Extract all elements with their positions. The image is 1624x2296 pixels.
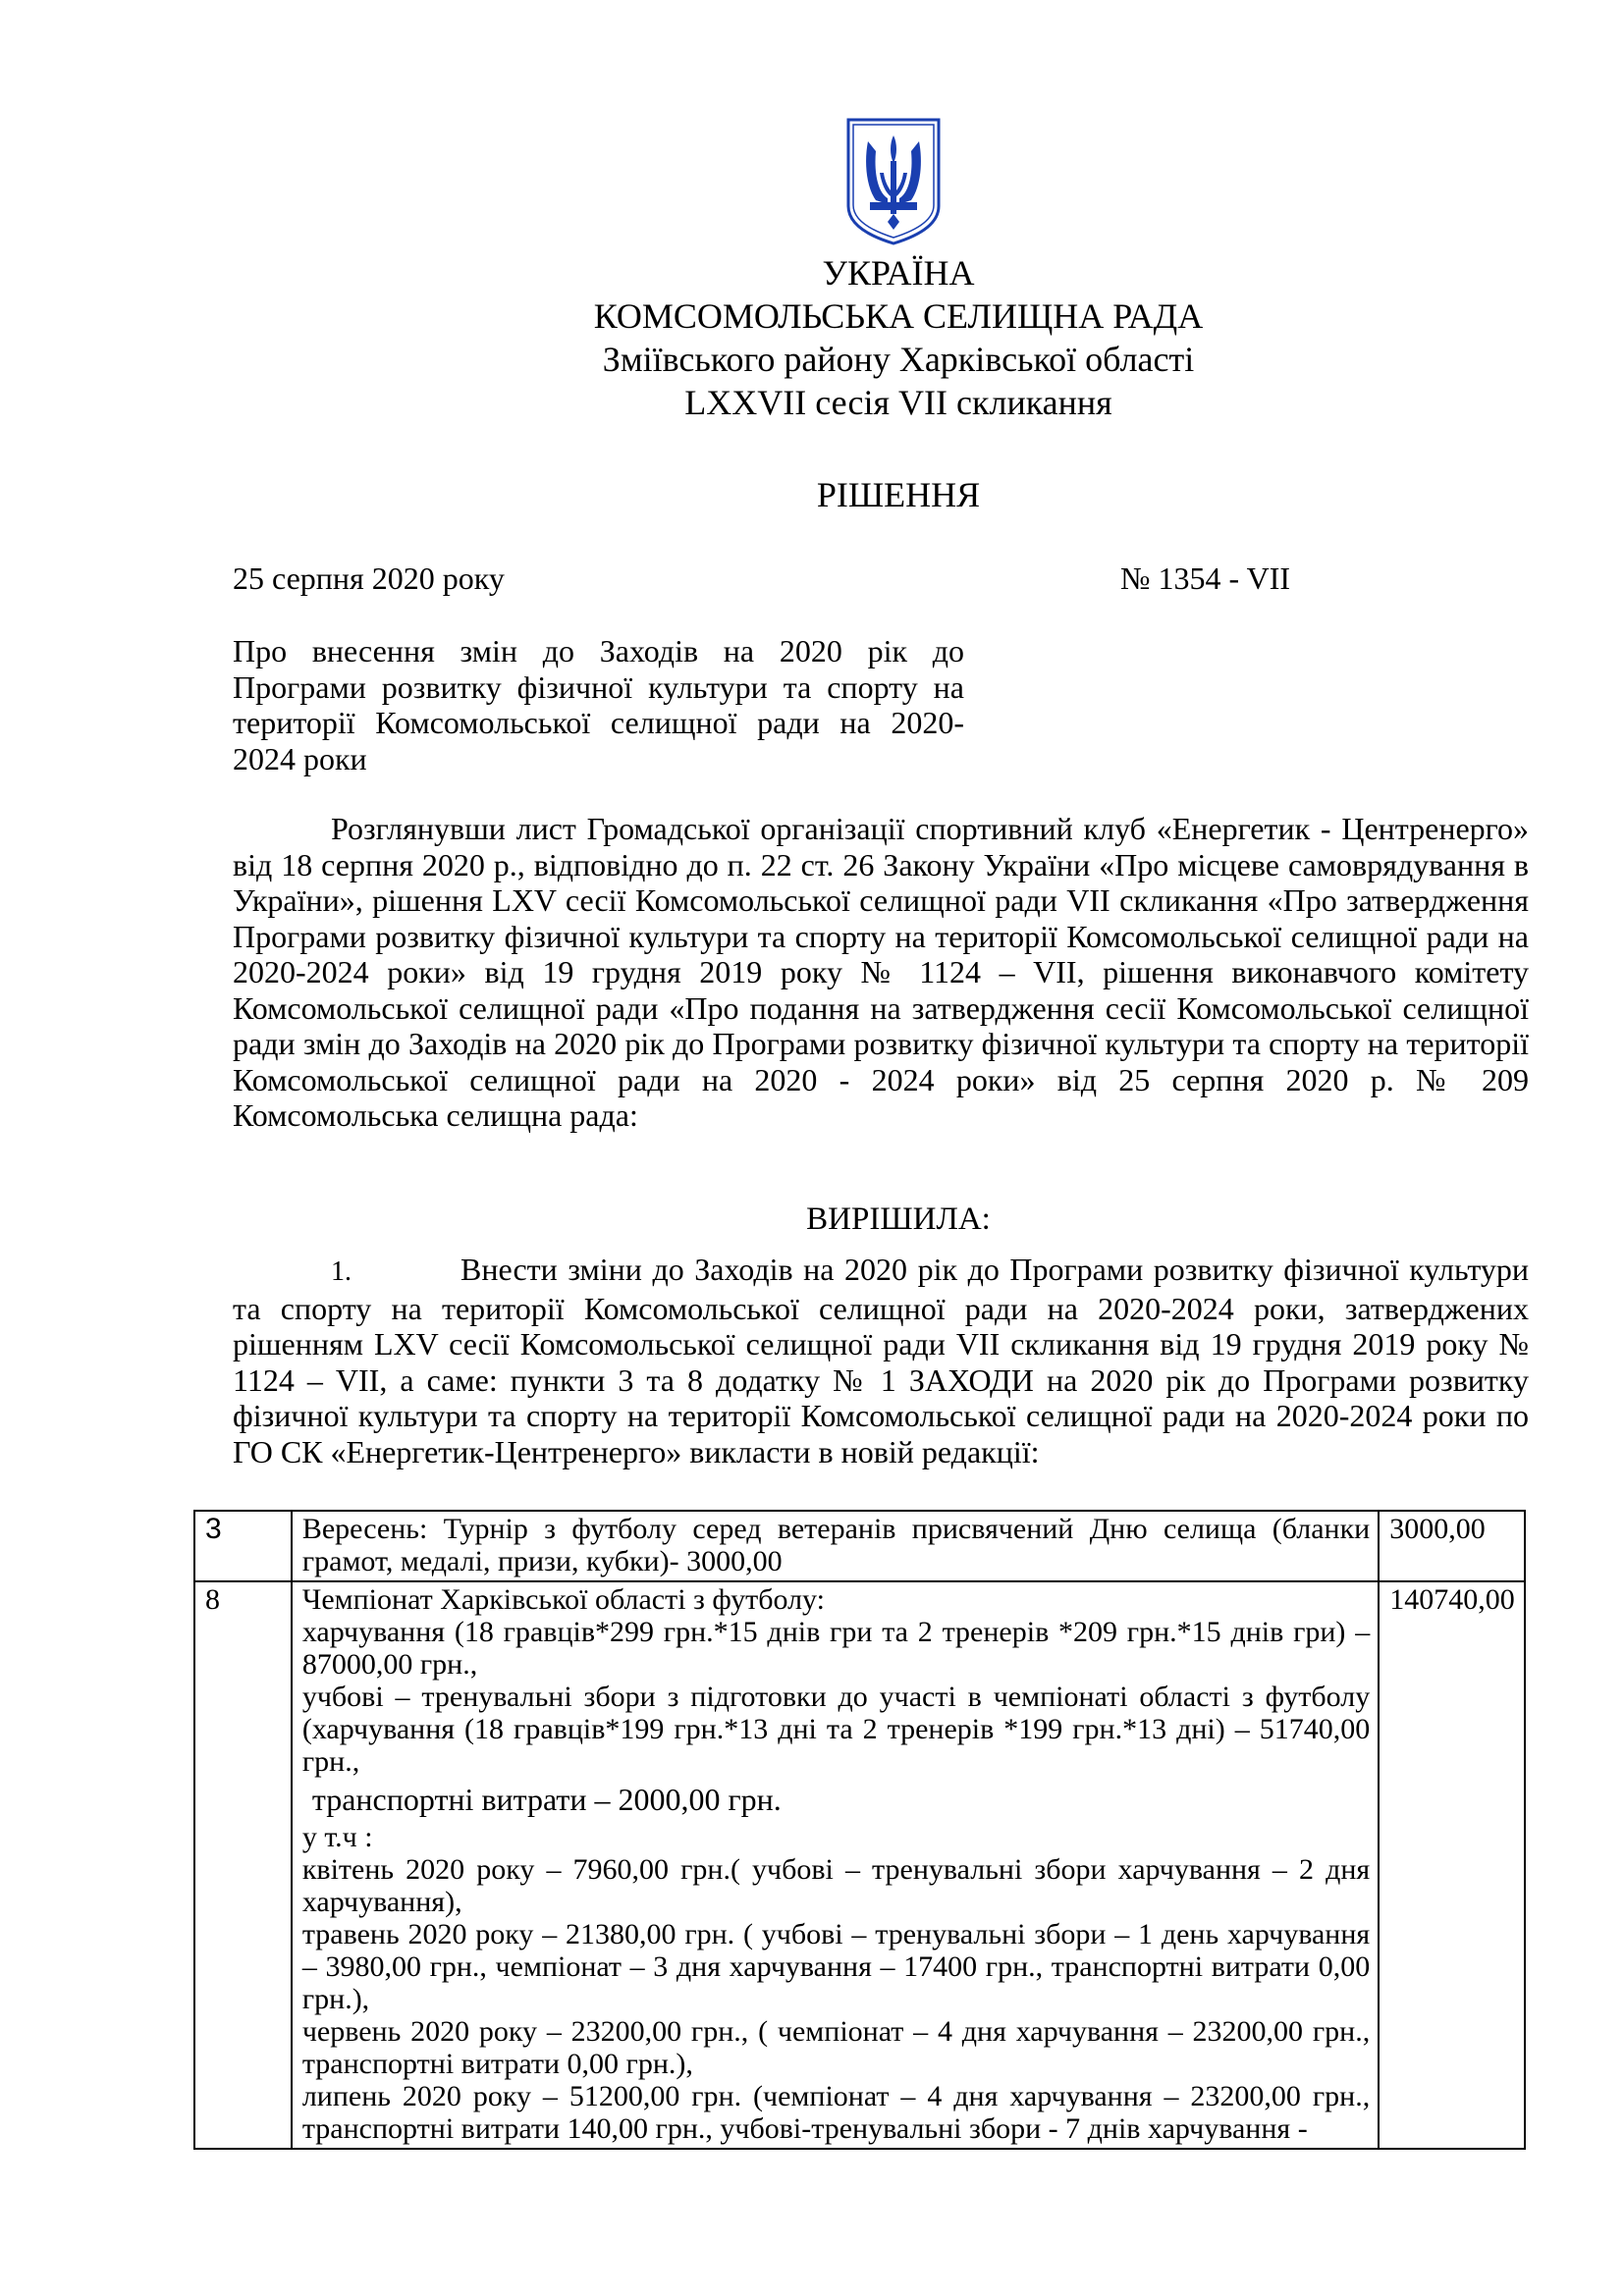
trident-coat-of-arms-icon (844, 116, 943, 247)
table-row (194, 1581, 1525, 2149)
row-8-line: червень 2020 року – 23200,00 грн., ( чемпіонат – 4 дня харчування – 23200,00 грн., транспортні витрати 0,00 грн.), (301, 2015, 1371, 2080)
decision-number: № 1354 - VII (1120, 561, 1291, 596)
row-8-line: Чемпіонат Харківської області з футболу: (301, 1583, 825, 1616)
measures-table (193, 1510, 1526, 2150)
row-8-line: у т.ч : (301, 1821, 373, 1853)
row-sum-cell: 3000,00 (1379, 1511, 1525, 1581)
decision-subject: Про внесення змін до Заходів на 2020 рік до Програми розвитку фізичної культури та спорту на території Комсомольської селищної ради на 2020-2024 роки (233, 633, 964, 776)
resolved-heading: ВИРІШИЛА: (806, 1201, 991, 1237)
item-1-paragraph (233, 1252, 1529, 1469)
row-description-cell: Вересень: Турнір з футболу серед ветеранів присвячений Дню селища (бланки грамот, медалі, призи, кубки)- 3000,00 (292, 1511, 1379, 1581)
session-heading: LXXVII сесія VII скликання (684, 383, 1112, 422)
row-8-line: учбові – тренувальні збори з підготовки до участі в чемпіонаті області з футболу (харчування (18 гравців*199 грн.*13 дні та 2 тренерів *199 грн.*13 дні) – 51740,00 грн., (301, 1681, 1371, 1778)
item-1-text: Внести зміни до Заходів на 2020 рік до Програми розвитку фізичної культури та спорту на території Комсомольської селищної ради на 2020-2024 роки, затверджених рішенням LXV сесії Комсомольської селищної ради VII скликання від 19 грудня 2019 року № 1124 – VII, а саме: пункти 3 та 8 додатку № 1 ЗАХОДИ на 2020 рік до Програми розвитку фізичної культури та спорту на території Комсомольської селищної ради на 2020-2024 роки по ГО СК «Енергетик-Центренерго» викласти в новій редакції: (233, 1252, 1529, 1469)
row-description-cell (292, 1581, 1379, 2149)
country-heading: УКРАЇНА (822, 253, 975, 293)
row-8-line: квітень 2020 року – 7960,00 грн.( учбові – тренувальні збори харчування – 2 дня харчування), (301, 1853, 1371, 1918)
district-heading: Зміївського району Харківської області (602, 340, 1195, 379)
row-sum-cell: 140740,00 (1379, 1581, 1525, 2149)
council-heading: КОМСОМОЛЬСЬКА СЕЛИЩНА РАДА (593, 296, 1204, 336)
row-8-line: травень 2020 року – 21380,00 грн. ( учбові – тренувальні збори – 1 день харчування – 3980,00 грн., чемпіонат – 3 дня харчування – 17400 грн., транспортні витрати 0,00 грн.), (301, 1918, 1371, 2015)
decision-date: 25 серпня 2020 року (233, 561, 505, 596)
row-number-cell: 3 (194, 1511, 292, 1581)
row-number-cell: 8 (194, 1581, 292, 2149)
document-type-title: РІШЕННЯ (816, 475, 981, 514)
preamble-paragraph: Розглянувши лист Громадської організації спортивний клуб «Енергетик - Центренерго» від 18 серпня 2020 р., відповідно до п. 22 ст. 26 Закону України «Про місцеве самоврядування в України», рішення LXV сесії Комсомольської селищної ради VII скликання «Про затвердження Програми розвитку фізичної культури та спорту на території Комсомольської селищної ради на 2020-2024 роки» від 19 грудня 2019 року № 1124 – VII, рішення виконавчого комітету Комсомольської селищної ради «Про подання на затвердження сесії Комсомольської селищної ради змін до Заходів на 2020 рік до Програми розвитку фізичної культури та спорту на території Комсомольської селищної ради на 2020 - 2024 роки» від 25 серпня 2020 р. № 209 Комсомольська селищна рада: (233, 811, 1529, 1133)
row-8-line: харчування (18 гравців*299 грн.*15 днів гри та 2 тренерів *209 грн.*15 днів гри) – 87000,00 грн., (301, 1616, 1371, 1681)
row-8-line: липень 2020 року – 51200,00 грн. (чемпіонат – 4 дня харчування – 23200,00 грн., транспортні витрати 140,00 грн., учбові-тренувальні збори - 7 днів харчування - (301, 2080, 1371, 2145)
item-1-number: 1. (331, 1256, 352, 1287)
table-row (194, 1511, 1525, 1581)
row-8-line: транспортні витрати – 2000,00 грн. (311, 1782, 782, 1817)
